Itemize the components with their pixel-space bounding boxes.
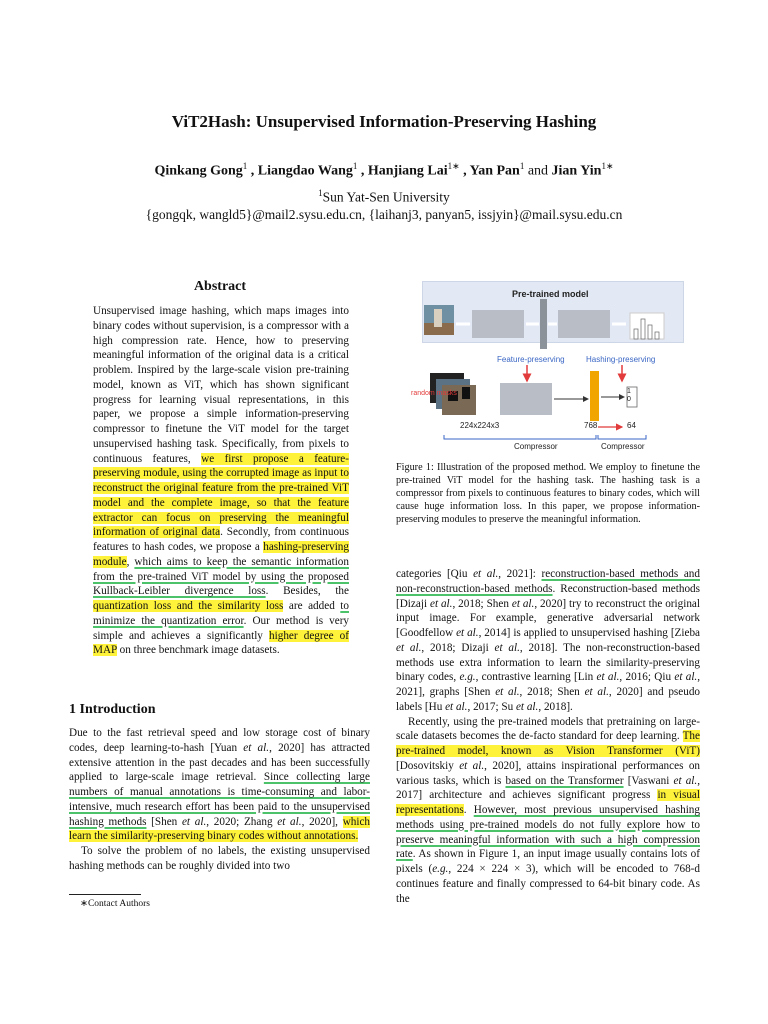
feature-768-bar	[590, 371, 599, 421]
bit-1: 1	[627, 388, 631, 395]
highlighted-text: hashing-preserving module	[93, 541, 349, 568]
figure-compressor-label-2: Compressor	[601, 442, 645, 451]
figure-compressor-label-1: Compressor	[514, 442, 558, 451]
text-run: , contrastive learning [Lin	[475, 671, 597, 684]
figure-input-dims-label: 224x224x3	[460, 421, 500, 430]
text-run: , 2014] is applied to unsupervised hashing [Zieba	[478, 627, 701, 639]
underlined-text: Since collecting large numbers of manual annotations is time-consuming and labor-intensive, much research effort has been paid to the unsupervised hashing methods	[69, 771, 370, 828]
text-run: [Dosovitskiy	[396, 759, 460, 772]
text-run: , 2020],	[301, 815, 343, 828]
feature-block	[500, 383, 552, 415]
text-run: , 2018; Shen	[519, 686, 585, 698]
highlighted-text: which learn the similarity-preserving binary codes without annotations.	[69, 815, 371, 843]
highlighted-text: The pre-trained model, known as Vision Transformer (ViT)	[396, 730, 700, 757]
highlighted-text: higher degree of MAP	[93, 629, 349, 657]
figure-1-diagram	[396, 279, 700, 455]
author-mark: 1	[519, 161, 525, 171]
text-run: et al.	[596, 671, 620, 684]
author-name: Liangdao Wang	[257, 163, 353, 179]
text-run: et al.	[673, 774, 698, 787]
text-run: et al.	[429, 597, 453, 610]
figure-1-caption: Figure 1: Illustration of the proposed method. We employ to finetune the pre-trained ViT model for the hashing task. The hashing task is a compressor from pixels to continuous features to binary codes, which will cause huge information loss. In this paper, we propose information-preserving modules to preserve the meaningful information.	[396, 462, 700, 525]
text-run: , 2017; Su	[467, 700, 516, 713]
intro-paragraph-2: To solve the problem of no labels, the existing unsupervised hashing methods can be roughly divided into two	[69, 845, 370, 872]
section-heading-introduction: 1 Introduction	[69, 702, 156, 717]
intro-left-column	[69, 726, 370, 874]
text-run: et al.	[473, 568, 499, 580]
author-and: and	[527, 163, 549, 179]
underlined-text: based on the Transformer	[505, 774, 624, 787]
text-run: . As shown in Figure 1, an input image usually contains lots of pixels (	[396, 848, 700, 875]
figure-dim-64-label: 64	[627, 421, 636, 430]
head-block	[558, 310, 610, 338]
text-run: , 2020] try to reconstruct the original input image. For example, generative adversarial network [Goodfellow	[396, 597, 700, 639]
figure-hashing-preserving-label: Hashing-preserving	[586, 355, 656, 364]
text-run: ,	[126, 555, 135, 568]
figure-random-masks-label: random masks	[411, 390, 457, 397]
text-run: et al.	[674, 671, 698, 684]
text-run: , 224 × 224 × 3), which will be encoded to 768-d continues feature and finally compressed to 64-bit binary code. As the	[396, 863, 700, 905]
text-run: . Besides, the	[265, 585, 349, 598]
text-run: et al.	[511, 597, 535, 610]
text-run: et al.	[495, 686, 520, 698]
text-run: et al.	[181, 815, 207, 828]
text-run: et al.	[515, 700, 539, 713]
highlighted-text: in visual representations	[396, 789, 700, 816]
text-run: Unsupervised image hashing, which maps images into binary codes without supervision, is a compressor with a high compression rate. Hence, how to preserving meaningful information of the original data is a critical problem. Inspired by the large-scale vision pre-training model, known as ViT, which has shown significant progress for learning visual representations, in this paper, we propose a simple information-preserving compressor to finetune the ViT model for the target unsupervised hashing task. Specifically, from pixels to continuous features,	[93, 305, 349, 465]
text-run: et al.	[494, 641, 520, 654]
text-run: are added	[283, 600, 341, 612]
text-run: et al.	[456, 627, 479, 639]
author-list: Qinkang Gong$^1$ , Liangdao Wang$^1$ , Hanjiang Lai$^{1∗}$ , Yan Pan$^1$ and Jian Yin$^{1∗}$	[154, 161, 614, 179]
text-run: et al.	[445, 700, 468, 713]
vit-divider-bar	[540, 299, 547, 349]
text-run: , 2020] has attracted extensive attention in the past decades and has been successfully applied to large-scale image retrieval.	[69, 741, 371, 784]
right-paragraph-2	[396, 715, 700, 907]
author-emails: {gongqk, wangld5}@mail2.sysu.edu.cn, {laihanj3, panyan5, issjyin}@mail.sysu.edu.cn	[145, 207, 623, 222]
underlined-text: to minimize the quantization error	[93, 600, 349, 627]
author-name: Jian Yin	[551, 163, 602, 179]
intro-paragraph-1	[69, 726, 370, 844]
text-run: , 2017] architecture and achieves significant progress	[396, 774, 700, 802]
affiliation-mark: 1	[318, 188, 323, 198]
affiliation-name: Sun Yat-Sen University	[322, 189, 450, 205]
footnote: ∗Contact Authors	[80, 899, 150, 909]
text-run: on three benchmark image datasets.	[116, 644, 280, 657]
output-histogram-icon	[630, 313, 664, 339]
text-run: , 2018]. The non-reconstruction-based methods use extra information to learn the similarity-preserving binary codes,	[396, 641, 700, 684]
text-run: , 2021], graphs [Shen	[396, 671, 701, 698]
highlighted-text: we first propose a feature-preserving module, using the corrupted image as input to reconstruct the original feature from the pre-trained ViT model and the complete image, so that the feature extractor can focus on preserving the meaningful information of original data	[93, 452, 349, 539]
author-mark: 1	[352, 161, 358, 171]
text-run: [Vaswani	[623, 774, 674, 787]
text-run: . Our method is very simple and achieves a significantly	[93, 614, 350, 642]
text-run: , 2020] and pseudo labels [Hu	[396, 686, 701, 713]
text-run: Due to the fast retrieval speed and low storage cost of binary codes, deep learning-to-hash [Yuan	[69, 727, 370, 754]
figure-feature-preserving-label: Feature-preserving	[497, 355, 565, 364]
underlined-text: which aims to keep the semantic information from the pre-trained ViT model by using the proposed Kullback-Leibler divergence loss	[93, 555, 349, 598]
figure-pretrained-label: Pre-trained model	[512, 289, 589, 299]
author-mark: 1	[242, 161, 248, 171]
right-paragraph-1	[396, 567, 700, 715]
text-run: , 2018; Shen	[452, 597, 512, 610]
figure-binary-code	[627, 388, 631, 404]
text-run: [Shen	[146, 815, 182, 828]
text-run: , 2020; Zhang	[206, 815, 278, 828]
author-mark: 1∗	[601, 161, 614, 171]
text-run: et al.	[243, 741, 270, 754]
bit-0: 0	[627, 396, 631, 403]
text-run: et al.	[459, 759, 485, 772]
paper-title: ViT2Hash: Unsupervised Information-Preserving Hashing	[171, 112, 597, 131]
text-run: .	[463, 804, 474, 816]
text-run: et al.	[277, 815, 302, 828]
text-run: , 2016; Qiu	[619, 671, 675, 684]
text-run: Recently, using the pre-trained models that pretraining on large-scale datasets becomes the de-facto standard for deep learning.	[396, 715, 700, 743]
text-run: , 2018].	[538, 700, 573, 713]
affiliation	[0, 188, 768, 206]
highlighted-text: quantization loss and the similarity loss	[93, 600, 284, 612]
underlined-text: reconstruction-based methods and non-reconstruction-based methods	[396, 568, 700, 595]
footnote-divider	[69, 894, 141, 895]
author-name: Qinkang Gong	[154, 163, 243, 179]
text-run: et al.	[584, 686, 609, 698]
right-column	[396, 567, 700, 906]
text-run: e.g.	[459, 671, 476, 684]
figure-dim-768-label: 768	[584, 421, 598, 430]
text-run: , 2018; Dizaji	[421, 641, 495, 654]
underlined-text: However, most previous unsupervised hashing methods using pre-trained models do not fully explore how to preserve meaningful information with such a high compression rate	[396, 804, 700, 861]
abstract-heading: Abstract	[193, 279, 247, 294]
text-run: categories [Qiu	[396, 568, 474, 580]
text-run: , 2020], attains inspirational performances on various tasks, which is	[396, 759, 701, 787]
author-mark: 1∗	[447, 161, 460, 171]
text-run: , 2021]:	[498, 568, 542, 580]
text-run: . Reconstruction-based methods [Dizaji	[396, 582, 700, 610]
abstract-text	[93, 304, 349, 658]
text-run: e.g.	[432, 863, 449, 875]
author-name: Yan Pan	[469, 163, 520, 179]
text-run: et al.	[396, 641, 422, 654]
author-name: Hanjiang Lai	[367, 163, 448, 179]
text-run: . Secondly, from continuous features to hash codes, we propose a	[93, 526, 349, 553]
encoder-block	[472, 310, 524, 338]
